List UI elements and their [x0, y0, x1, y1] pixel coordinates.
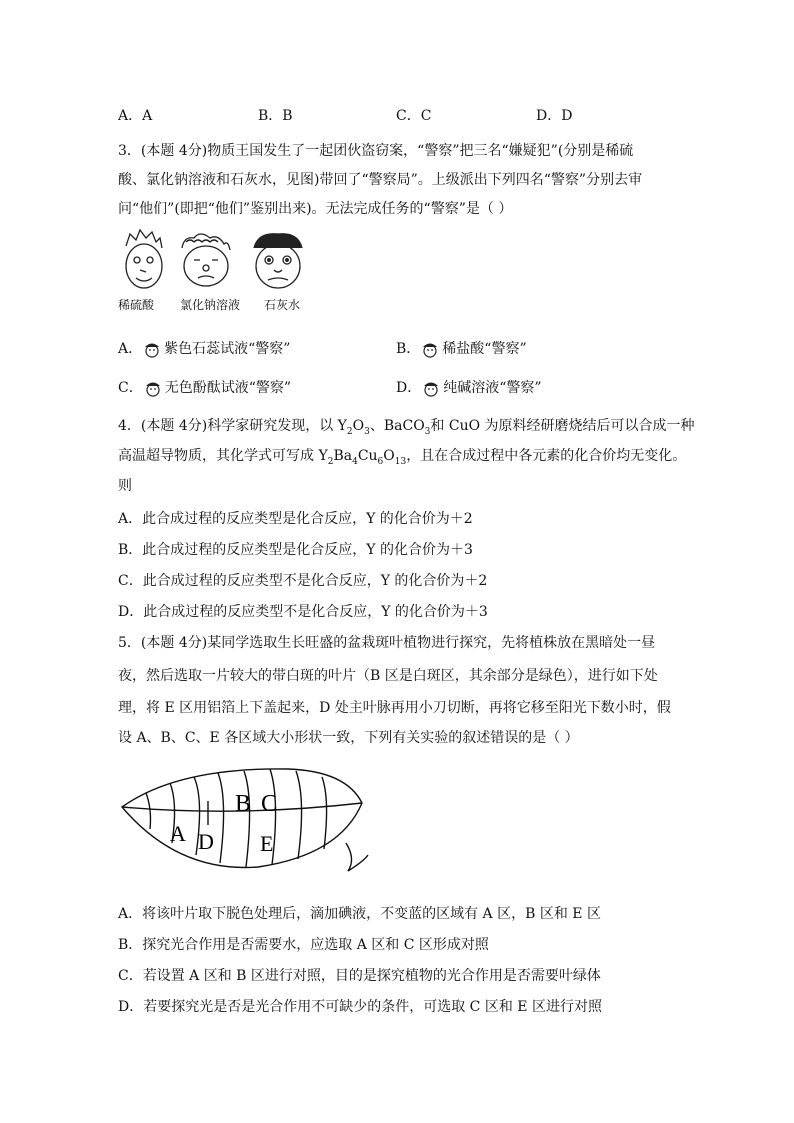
leaf-diagram: [118, 763, 376, 883]
police-icon: [420, 339, 440, 359]
police-icon: [421, 378, 441, 398]
q4-text: 高温超导物质，其化学式可写成 Y: [118, 448, 328, 464]
q5-stem-line4: 设 A、B、C、E 各区域大小形状一致，下列有关实验的叙述错误的是（ ）: [118, 730, 579, 746]
q3-option-a: [118, 339, 290, 359]
police-icon: [142, 339, 162, 359]
q4-option-b: B．此合成过程的反应类型是化合反应，Y 的化合价为＋3: [118, 542, 473, 558]
q3-option-b-letter: B．: [396, 341, 421, 357]
sub-3: 3: [364, 426, 370, 437]
q5-stem-line2: 夜，然后选取一片较大的带白斑的叶片（B 区是白斑区，其余部分是绿色），进行如下处: [118, 668, 658, 684]
q3-option-d: [396, 378, 542, 398]
q3-option-b-text: 稀盐酸“警察”: [442, 341, 527, 357]
leaf-outline: [118, 763, 376, 883]
suspect-label-2: 氯化钠溶液: [180, 298, 241, 312]
q3-option-d-letter: D．: [396, 380, 422, 396]
suspect-faces-illustration: [118, 226, 318, 296]
suspect-label-1: 稀硫酸: [118, 298, 155, 312]
q3-option-c-letter: C．: [118, 380, 143, 396]
q3-option-a-text: 紫色石蕊试液“警察”: [164, 341, 291, 357]
q4-option-d: D．此合成过程的反应类型不是化合反应，Y 的化合价为＋3: [118, 604, 488, 620]
leaf-label-e: E: [260, 831, 274, 856]
q2-option-c: C．C: [396, 108, 432, 124]
sub-6: 6: [377, 456, 384, 467]
q4-text: ，且在合成过程中各元素的化合价均无变化。: [406, 448, 687, 464]
q3-stem-line3: 问“他们”(即把“他们”鉴别出来)。无法完成任务的“警察”是（ ）: [118, 201, 513, 217]
q5-stem-line3: 理，将 E 区用铝箔上下盖起来，D 处主叶脉再用小刀切断，再将它移至阳光下数小时，假: [118, 700, 671, 716]
q3-option-c: [118, 378, 291, 398]
q5-option-a: A．将该叶片取下脱色处理后，滴加碘液，不变蓝的区域有 A 区，B 区和 E 区: [118, 906, 601, 922]
q5-stem-line1: 5．(本题 4分)某同学选取生长旺盛的盆栽斑叶植物进行探究，先将植株放在黑暗处一昼: [118, 635, 656, 651]
leaf-label-b: B: [235, 791, 252, 817]
leaf-label-a: A: [170, 821, 186, 846]
q3-stem-line2: 酸、氯化钠溶液和石灰水，见图)带回了“警察局”。上级派出下列四名“警察”分别去审: [118, 172, 643, 188]
q4-text: 和 CuO 为原料经研磨烧结后可以合成一种: [430, 418, 695, 434]
leaf-label-c: C: [261, 791, 278, 817]
leaf-label-d: D: [198, 829, 214, 854]
q4-option-a: A．此合成过程的反应类型是化合反应，Y 的化合价为＋2: [118, 511, 473, 527]
sub-2: 2: [327, 456, 334, 467]
q4-stem-line2: 高温超导物质，其化学式可写成 $Y_2Ba_4Cu_6O_{13}$，且在合成过程中各元素的化合价均无变化。: [118, 448, 687, 467]
q2-option-a: A．A: [118, 108, 153, 124]
q2-option-b: B．B: [258, 108, 293, 124]
sub-4: 4: [352, 456, 358, 467]
q4-text: 4．(本题 4分)科学家研究发现，以 Y: [118, 418, 347, 434]
suspects-figure: [118, 226, 318, 316]
q4-stem-line1: 4．(本题 4分)科学家研究发现，以 $Y_2O_3$、BaCO$_3$和 CuO 为原料经研磨烧结后可以合成一种: [118, 418, 695, 437]
q5-option-c: C．若设置 A 区和 B 区进行对照，目的是探究植物的光合作用是否需要叶绿体: [118, 968, 601, 984]
q4-option-c: C．此合成过程的反应类型不是化合反应，Y 的化合价为＋2: [118, 573, 488, 589]
sub-3: 3: [424, 426, 431, 437]
suspect-label-3: 石灰水: [264, 298, 301, 312]
police-icon: [143, 378, 163, 398]
q2-option-d: D．D: [536, 108, 573, 124]
q3-stem-line1: 3．(本题 4分)物质王国发生了一起团伙盗窃案，“警察”把三名“嫌疑犯”(分别是稀硫: [118, 143, 634, 159]
q5-option-b: B．探究光合作用是否需要水，应选取 A 区和 C 区形成对照: [118, 937, 489, 953]
q3-option-b: [396, 339, 527, 359]
q4-stem-line3: 则: [118, 478, 132, 494]
q3-option-d-text: 纯碱溶液“警察”: [443, 380, 542, 396]
q3-option-c-text: 无色酚酞试液“警察”: [164, 380, 292, 396]
q4-text: 、BaCO: [369, 418, 425, 434]
sub-13: 13: [394, 456, 407, 467]
sub-2: 2: [346, 426, 353, 437]
q3-option-a-letter: A．: [118, 341, 143, 357]
q5-option-d: D．若要探究光是否是光合作用不可缺少的条件，可选取 C 区和 E 区进行对照: [118, 999, 602, 1015]
